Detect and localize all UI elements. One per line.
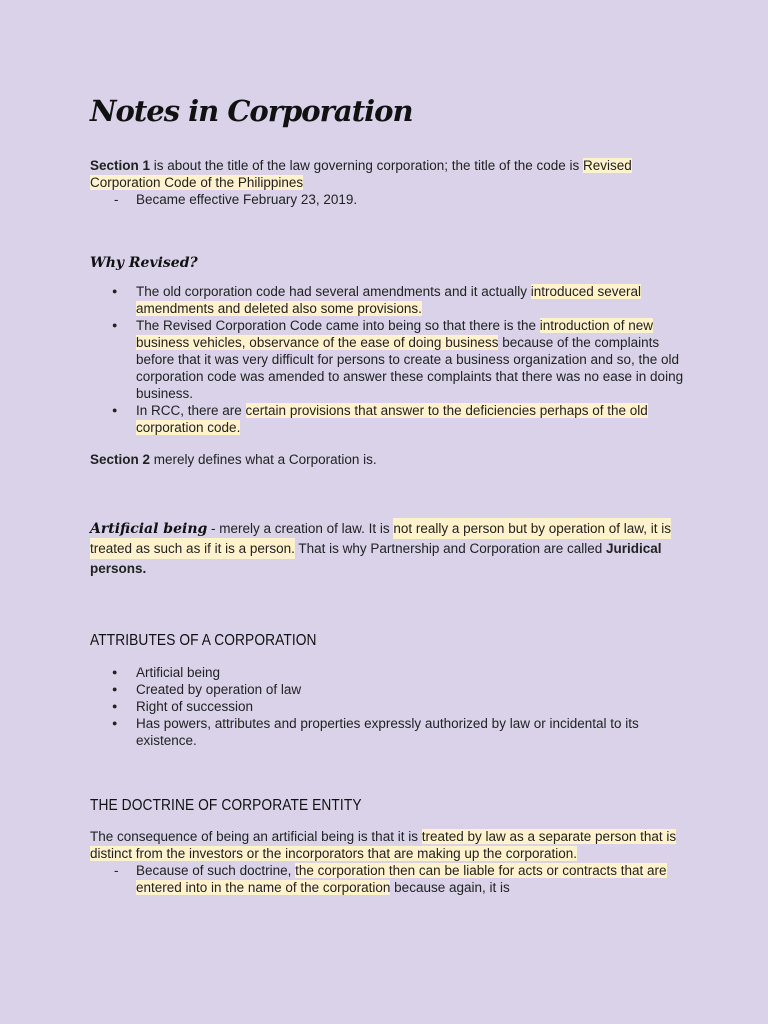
section-1-text: is about the title of the law governing corporation; the title of the code is [150, 158, 584, 173]
list-item [90, 862, 690, 896]
artificial-being-text: - merely a creation of law. It is [207, 521, 394, 536]
list-item [90, 402, 690, 436]
doctrine-sub-text: Because of such doctrine, [136, 863, 296, 878]
doctrine-paragraph [90, 828, 690, 862]
attributes-list [90, 664, 690, 749]
bullet-text: because of the complaints before that it was very difficult for persons to create a business organization and so, the old corporation code was amended to answer these complaints that there was no ease in doing business. [136, 335, 684, 401]
why-revised-heading: Why Revised? [90, 255, 198, 271]
section-1-paragraph [90, 157, 690, 191]
list-item: ● Has powers, attributes and properties expressly authorized by law or incidental to its existence. [90, 715, 690, 749]
list-item [90, 283, 690, 317]
section-1-sublist [90, 191, 690, 208]
section-2-text: merely defines what a Corporation is. [150, 452, 377, 467]
list-item: ● Created by operation of law [90, 681, 690, 698]
list-item [90, 317, 690, 402]
section-1-label: Section 1 [90, 158, 151, 173]
doctrine-sub-highlight: the corporation then can be liable for acts or contracts that are entered into in the name of the corporation [136, 863, 667, 895]
bullet-highlight: introduction of new business vehicles, observance of the ease of doing business [136, 318, 654, 350]
section-1-highlight: Revised Corporation Code of the Philippines [90, 158, 632, 190]
bullet-highlight: certain provisions that answer to the deficiencies perhaps of the old corporation code. [136, 403, 648, 435]
page-title: Notes in Corporation [90, 94, 413, 128]
artificial-being-highlight: not really a person but by operation of law, it is treated as such as if it is a person. [90, 518, 671, 559]
doctrine-text: The consequence of being an artificial being is that it is [90, 829, 422, 844]
list-item: ● Artificial being [90, 664, 690, 681]
doctrine-sub-text-2: because again, it is [390, 880, 510, 895]
juridical-persons-term: Juridical persons. [90, 541, 662, 576]
bullet-text: The Revised Corporation Code came into being so that there is the [136, 318, 540, 333]
artificial-being-paragraph [90, 519, 690, 579]
bullet-text: In RCC, there are [136, 403, 246, 418]
artificial-being-text-2: That is why Partnership and Corporation are called [294, 541, 607, 556]
why-revised-block [90, 283, 690, 436]
doctrine-heading: THE DOCTRINE OF CORPORATE ENTITY [90, 797, 362, 814]
attributes-heading: ATTRIBUTES OF A CORPORATION [90, 632, 317, 649]
attributes-block [90, 664, 690, 749]
bullet-highlight: introduced several amendments and deleted also some provisions. [136, 284, 642, 316]
doctrine-sublist [90, 862, 690, 896]
list-item: ● Right of succession [90, 698, 690, 715]
section-1-block [90, 157, 690, 208]
list-item: - Became effective February 23, 2019. [90, 191, 690, 208]
bullet-text: The old corporation code had several amendments and it actually [136, 284, 531, 299]
section-2-label: Section 2 [90, 452, 151, 467]
why-revised-list [90, 283, 690, 436]
section-2-paragraph [90, 451, 690, 468]
doctrine-block [90, 828, 690, 896]
doctrine-highlight: treated by law as a separate person that is distinct from the investors or the incorporators that are making up the corporation. [90, 829, 677, 861]
artificial-being-term: Artificial being [90, 521, 208, 537]
